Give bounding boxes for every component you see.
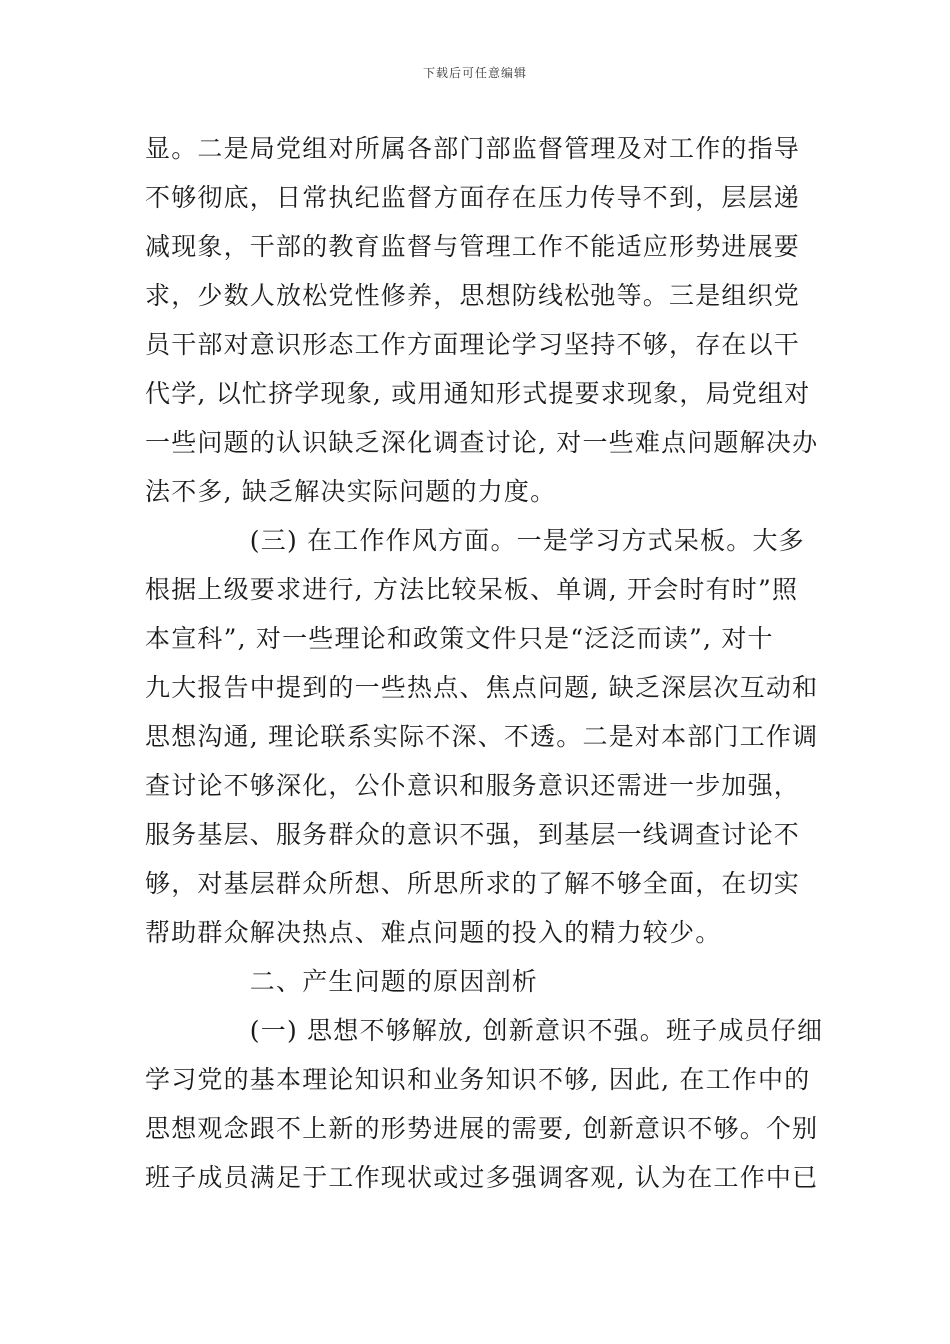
text-line: 根据上级要求进行, 方法比较呆板、单调, 开会时有时”照: [145, 575, 799, 604]
text-line: 班子成员满足于工作现状或过多强调客观, 认为在工作中已: [145, 1163, 819, 1192]
page-header-note: 下载后可任意编辑: [422, 66, 527, 80]
text-line: 思想沟通, 理论联系实际不深、不透。二是对本部门工作调: [145, 722, 819, 751]
text-line: 九大报告中提到的一些热点、焦点问题, 缺乏深层次互动和: [145, 673, 819, 702]
text-line: 本宣科”, 对一些理论和政策文件只是“泛泛而读”, 对十: [145, 624, 774, 653]
section-heading-line: (一) 思想不够解放, 创新意识不强。班子成员仔细: [145, 1016, 824, 1045]
text-line: 查讨论不够深化，公仆意识和服务意识还需进一步加强，: [145, 771, 801, 800]
text-line: 思想观念跟不上新的形势进展的需要, 创新意识不够。个别: [145, 1114, 819, 1143]
text-line: 员干部对意识形态工作方面理论学习坚持不够，存在以干: [145, 330, 801, 359]
text-line: 够，对基层群众所想、所思所求的了解不够全面，在切实: [145, 869, 801, 898]
text-line: 一些问题的认识缺乏深化调查讨论, 对一些难点问题解决办: [145, 428, 819, 457]
text-line: 求，少数人放松党性修养，思想防线松弛等。三是组织党: [145, 281, 801, 310]
section-heading-line: 二、产生问题的原因剖析: [145, 967, 539, 996]
text-line: 显。二是局党组对所属各部门部监督管理及对工作的指导: [145, 134, 801, 163]
text-line: 法不多, 缺乏解决实际问题的力度。: [145, 477, 557, 506]
text-line: 减现象，干部的教育监督与管理工作不能适应形势进展要: [145, 232, 801, 261]
text-line: 服务基层、服务群众的意识不强，到基层一线调查讨论不: [145, 820, 801, 849]
text-line: 不够彻底，日常执纪监督方面存在压力传导不到，层层递: [145, 183, 801, 212]
text-line: 学习党的基本理论知识和业务知识不够, 因此, 在工作中的: [145, 1065, 811, 1094]
document-body: [145, 124, 824, 1202]
text-line: 帮助群众解决热点、难点问题的投入的精力较少。: [145, 918, 722, 947]
section-heading-line: (三) 在工作作风方面。一是学习方式呆板。大多: [145, 526, 805, 555]
text-line: 代学, 以忙挤学现象, 或用通知形式提要求现象，局党组对: [145, 379, 811, 408]
